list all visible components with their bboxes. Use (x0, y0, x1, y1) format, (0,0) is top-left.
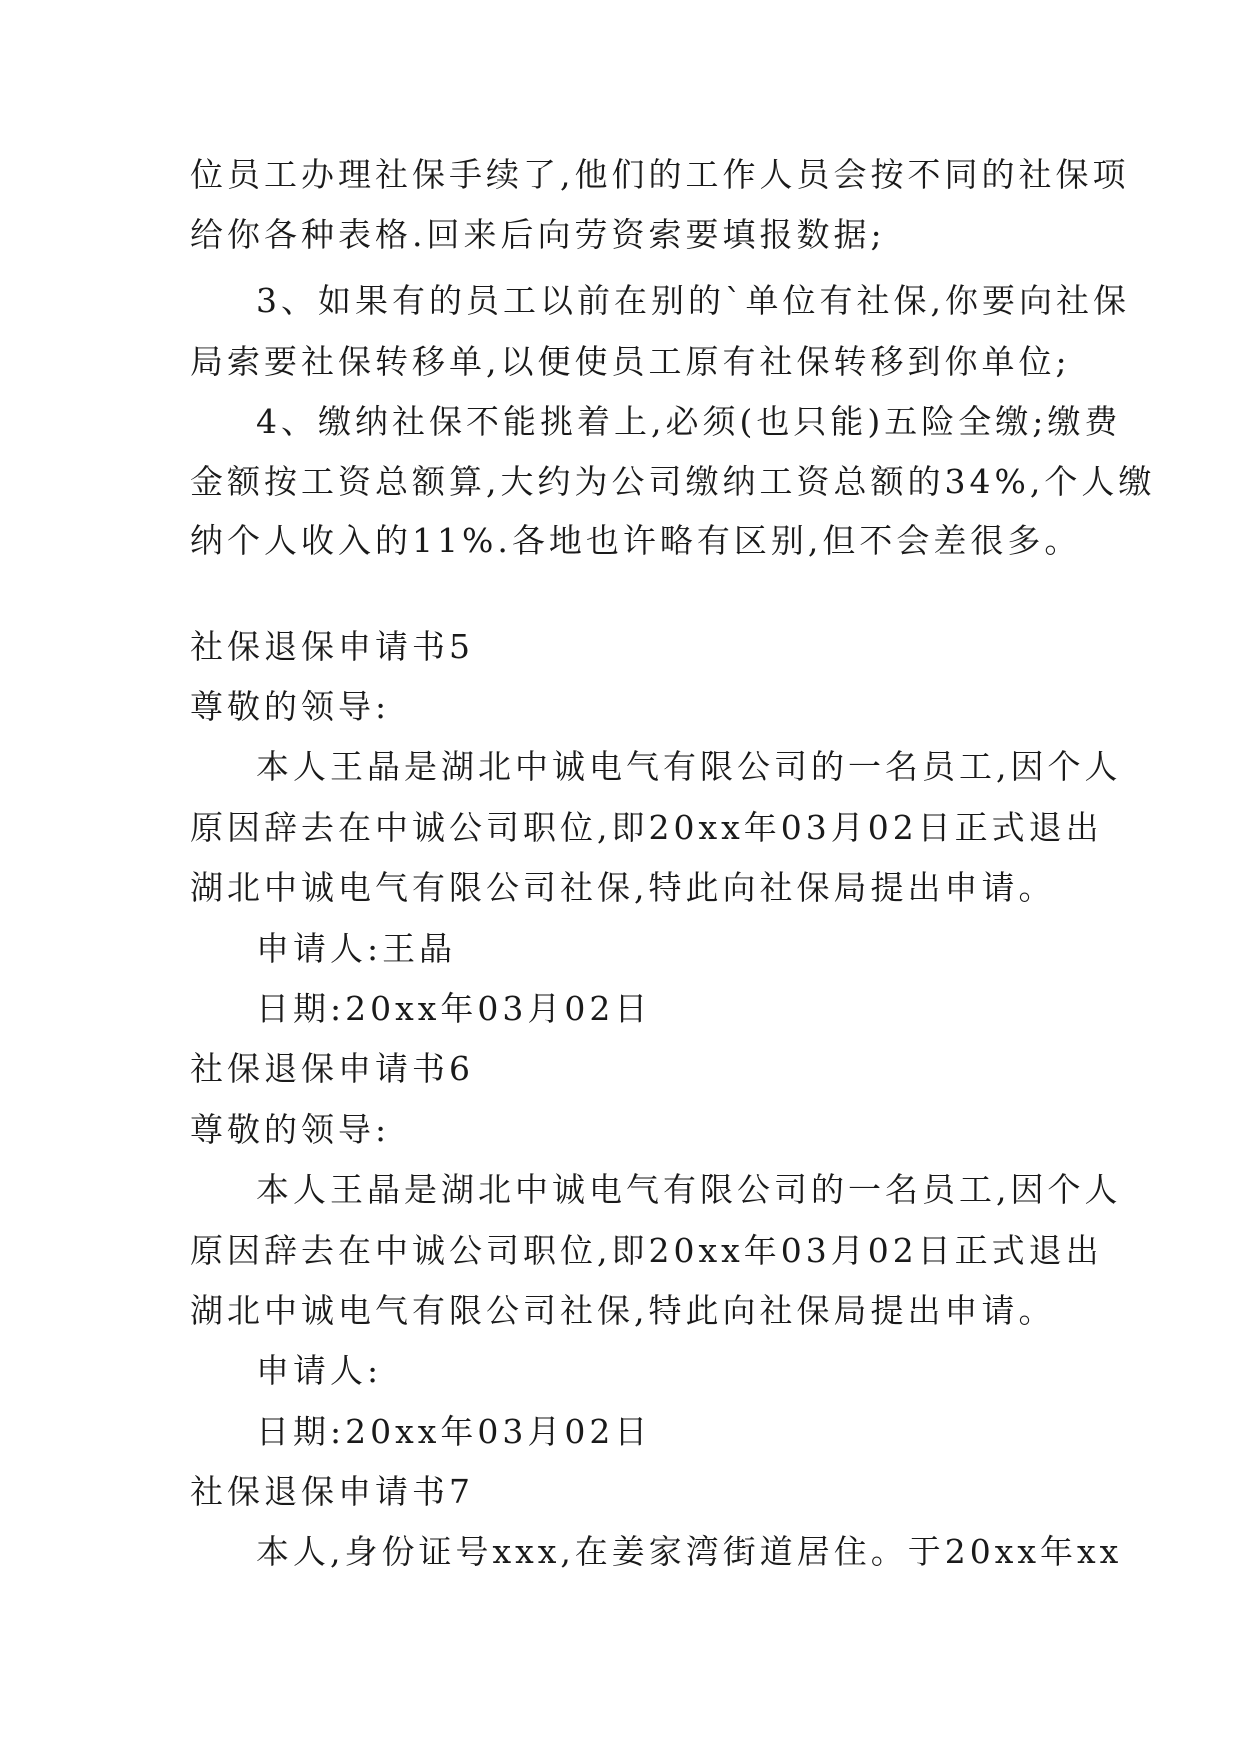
text-line: 申请人:王晶 (256, 929, 457, 968)
text-line: 纳个人收入的11%.各地也许略有区别,但不会差很多。 (190, 521, 1082, 560)
text-line: 4、缴纳社保不能挑着上,必须(也只能)五险全缴;缴费 (256, 402, 1122, 441)
text-line: 日期:20xx年03月02日 (256, 989, 652, 1028)
text-line: 金额按工资总额算,大约为公司缴纳工资总额的34%,个人缴 (190, 462, 1156, 501)
text-line: 尊敬的领导: (190, 1110, 391, 1149)
text-line: 原因辞去在中诚公司职位,即20xx年03月02日正式退出 (190, 1231, 1103, 1270)
text-line: 尊敬的领导: (190, 687, 391, 726)
text-line: 位员工办理社保手续了,他们的工作人员会按不同的社保项 (190, 155, 1130, 194)
text-line: 局索要社保转移单,以便使员工原有社保转移到你单位; (190, 342, 1071, 381)
text-line: 原因辞去在中诚公司职位,即20xx年03月02日正式退出 (190, 808, 1103, 847)
text-line: 社保退保申请书7 (190, 1472, 474, 1511)
text-line: 湖北中诚电气有限公司社保,特此向社保局提出申请。 (190, 868, 1056, 907)
text-line: 日期:20xx年03月02日 (256, 1412, 652, 1451)
text-line: 申请人: (256, 1351, 383, 1390)
text-line: 3、如果有的员工以前在别的`单位有社保,你要向社保 (256, 281, 1130, 320)
text-line: 社保退保申请书5 (190, 627, 474, 666)
text-line: 本人,身份证号xxx,在姜家湾街道居住。于20xx年xx (256, 1532, 1123, 1571)
text-line: 本人王晶是湖北中诚电气有限公司的一名员工,因个人 (256, 1170, 1122, 1209)
text-line: 湖北中诚电气有限公司社保,特此向社保局提出申请。 (190, 1291, 1056, 1330)
text-line: 本人王晶是湖北中诚电气有限公司的一名员工,因个人 (256, 747, 1122, 786)
text-line: 社保退保申请书6 (190, 1049, 474, 1088)
text-line: 给你各种表格.回来后向劳资索要填报数据; (190, 215, 886, 254)
